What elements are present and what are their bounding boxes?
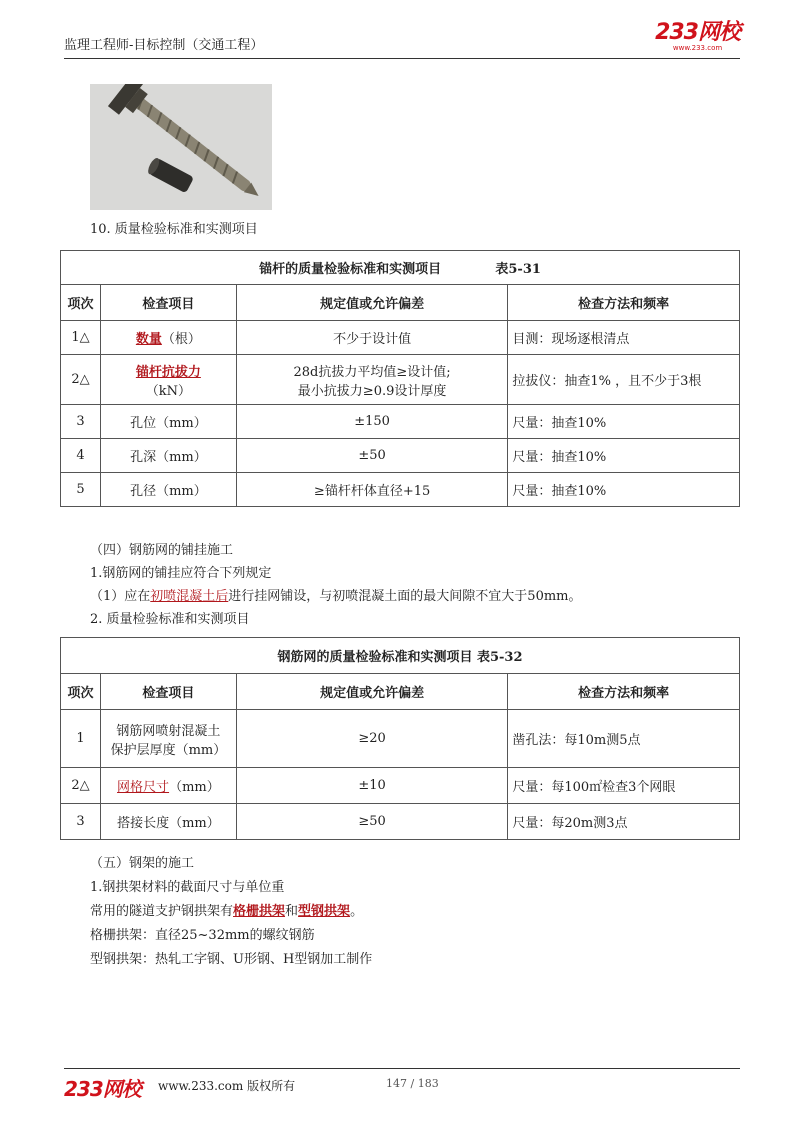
table-header: 检查方法和频率	[508, 674, 740, 710]
paragraph	[90, 585, 582, 604]
check-method: 尺量：每20m测3点	[508, 804, 740, 840]
highlight-term: 初喷混凝土后	[150, 589, 229, 604]
section-heading: （五）钢架的施工	[90, 856, 195, 871]
highlight-term: 网格尺寸	[117, 780, 170, 795]
text-run: 进行挂网铺设，与初喷混凝土面的最大间隙不宜大于50mm。	[228, 589, 582, 604]
logo-text: 233网校	[655, 20, 740, 45]
paragraph: 格栅拱架：直径25~32mm的螺纹钢筋	[90, 928, 315, 943]
check-method: 凿孔法：每10m测5点	[508, 710, 740, 768]
text-run: 常用的隧道支护钢拱架有	[90, 904, 234, 919]
spec-value: ±50	[236, 439, 508, 473]
logo-url: www.233.com	[672, 44, 723, 52]
check-item: 孔位（mm）	[100, 405, 236, 439]
table-header: 项次	[61, 674, 101, 710]
section-caption: 10. 质量检验标准和实测项目	[90, 222, 258, 237]
section-heading: （四）钢筋网的铺挂施工	[90, 543, 234, 558]
table-header: 检查方法和频率	[508, 285, 740, 321]
anchor-quality-table	[60, 250, 740, 507]
row-number: 1	[61, 710, 101, 768]
item-line: 钢筋网喷射混凝土	[116, 723, 221, 739]
row-number: 1△	[61, 321, 101, 355]
table-row	[61, 405, 740, 439]
row-number: 5	[61, 473, 101, 507]
mesh-quality-table	[60, 637, 740, 840]
check-item: 搭接长度（mm）	[100, 804, 236, 840]
row-number: 4	[61, 439, 101, 473]
site-logo[interactable]	[655, 22, 740, 52]
anchor-bolt-photo	[90, 84, 272, 210]
table-row	[61, 710, 740, 768]
paragraph: 型钢拱架：热轧工字钢、U形钢、H型钢加工制作	[90, 952, 373, 967]
paragraph: 1.钢拱架材料的截面尺寸与单位重	[90, 880, 285, 895]
table-row	[61, 473, 740, 507]
check-method: 目测：现场逐根清点	[508, 321, 740, 355]
highlight-term: 格栅拱架	[233, 904, 286, 919]
paragraph	[90, 900, 363, 919]
spec-value: ≥50	[236, 804, 508, 840]
table-header: 规定值或允许偏差	[236, 674, 508, 710]
paragraph: 1.钢筋网的铺挂应符合下列规定	[90, 566, 272, 581]
row-number: 3	[61, 804, 101, 840]
check-method: 尺量：抽查10%	[508, 439, 740, 473]
row-number: 2△	[61, 768, 101, 804]
footer-logo[interactable]: 233网校	[64, 1077, 141, 1101]
paragraph: 2. 质量检验标准和实测项目	[90, 612, 250, 627]
item-unit: （kN）	[145, 383, 192, 399]
check-method: 尺量：抽查10%	[508, 473, 740, 507]
text-run: 。	[350, 904, 364, 919]
page-number: 147 / 183	[386, 1077, 439, 1090]
text-run: 和	[285, 904, 299, 919]
table-row	[61, 768, 740, 804]
spec-value	[236, 355, 508, 405]
spec-value: 不少于设计值	[236, 321, 508, 355]
highlight-term: 型钢拱架	[298, 904, 351, 919]
table-row	[61, 439, 740, 473]
text-run: （1）应在	[90, 589, 151, 604]
table-row	[61, 321, 740, 355]
table-row	[61, 355, 740, 405]
spec-line: 最小抗拔力≥0.9设计厚度	[297, 383, 447, 399]
table-title: 钢筋网的质量检验标准和实测项目 表5-32	[61, 638, 740, 674]
check-item	[100, 321, 236, 355]
spec-value: ±150	[236, 405, 508, 439]
item-unit: （根）	[161, 332, 201, 347]
table-header: 项次	[61, 285, 101, 321]
spec-value: ±10	[236, 768, 508, 804]
check-method: 尺量：每100㎡检查3个网眼	[508, 768, 740, 804]
check-item	[100, 355, 236, 405]
table-header: 规定值或允许偏差	[236, 285, 508, 321]
check-item: 孔深（mm）	[100, 439, 236, 473]
item-unit: （mm）	[169, 780, 220, 795]
header-title: 监理工程师-目标控制（交通工程）	[64, 38, 264, 53]
check-method: 拉拔仪：抽查1% ，且不少于3根	[508, 355, 740, 405]
row-number: 2△	[61, 355, 101, 405]
spec-line: 28d抗拔力平均值≥设计值;	[293, 364, 451, 380]
page-footer	[64, 1068, 740, 1099]
page-header	[64, 22, 740, 59]
table-header: 检查项目	[100, 285, 236, 321]
spec-value: ≥20	[236, 710, 508, 768]
table-row	[61, 804, 740, 840]
table-header: 检查项目	[100, 674, 236, 710]
check-item	[100, 710, 236, 768]
highlight-term: 数量	[135, 332, 162, 347]
row-number: 3	[61, 405, 101, 439]
check-method: 尺量：抽查10%	[508, 405, 740, 439]
check-item	[100, 768, 236, 804]
check-item: 孔径（mm）	[100, 473, 236, 507]
table-title: 锚杆的质量检验标准和实测项目 表5-31	[61, 251, 740, 285]
highlight-term: 锚杆抗拔力	[135, 364, 201, 380]
footer-copyright: www.233.com 版权所有	[158, 1079, 296, 1093]
item-line: 保护层厚度（mm）	[110, 742, 227, 758]
spec-value: ≥锚杆杆体直径+15	[236, 473, 508, 507]
